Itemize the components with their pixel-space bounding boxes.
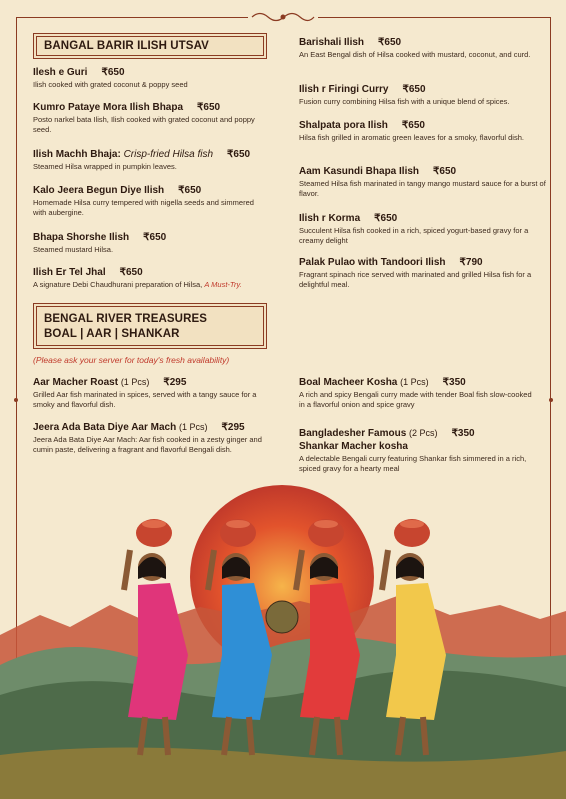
menu-item [299, 36, 549, 60]
menu-item-price: ₹650 [227, 149, 251, 160]
menu-item-title [33, 421, 278, 434]
menu-item [33, 148, 268, 172]
menu-item-description [33, 80, 268, 90]
menu-item-description-text: Ilish cooked with grated coconut & poppy seed [33, 80, 188, 89]
menu-item-title [299, 427, 539, 440]
menu-item-description-text: Grilled Aar fish marinated in spices, served with a tangy sauce for a smoky and flavorful dish. [33, 390, 257, 409]
menu-item-description [299, 133, 549, 143]
menu-item [33, 421, 278, 455]
menu-item [33, 266, 268, 290]
menu-item-description-text: A rich and spicy Bengali curry made with tender Boal fish slow-cooked in a flavorful onion and spice gravy [299, 390, 532, 409]
menu-item-price: ₹650 [178, 185, 202, 196]
menu-item-price: ₹650 [401, 120, 425, 131]
menu-item-title [299, 119, 549, 132]
menu-item-name: Palak Pulao with Tandoori Ilish [299, 257, 446, 268]
border-dot-left [14, 398, 18, 402]
menu-item-description-text: An East Bengal dish of Hilsa cooked with mustard, coconut, and curd. [299, 50, 531, 59]
menu-item-name-line2: Shankar Macher kosha [299, 441, 408, 452]
menu-item-description [33, 390, 278, 410]
section-title-line2: BOAL | AAR | SHANKAR [44, 328, 180, 340]
menu-item [299, 376, 539, 410]
menu-item-name: Boal Macheer Kosha [299, 377, 398, 388]
menu-item [299, 83, 549, 107]
menu-item-description [299, 390, 539, 410]
menu-item-title [33, 376, 278, 389]
menu-item-name: Ilish r Firingi Curry [299, 84, 389, 95]
menu-item-price: ₹790 [459, 257, 483, 268]
menu-item-title [33, 266, 268, 279]
section-header-river [33, 303, 267, 349]
menu-item-name: Ilesh e Guri [33, 67, 88, 78]
menu-item-price: ₹650 [433, 166, 457, 177]
menu-item [33, 376, 278, 410]
menu-item-description-text: Hilsa fish grilled in aromatic green leaves for a smoky, flavorful dish. [299, 133, 524, 142]
menu-item-description-text: Fusion curry combining Hilsa fish with a unique blend of spices. [299, 97, 510, 106]
menu-item-qty: (1 Pcs) [120, 377, 150, 387]
menu-item-name: Ilish Machh Bhaja: [33, 149, 121, 160]
menu-item-title [299, 165, 549, 178]
menu-item [299, 119, 549, 143]
menu-item-description [299, 97, 549, 107]
menu-item-name: Shalpata pora Ilish [299, 120, 388, 131]
menu-item-description [33, 162, 268, 172]
menu-item-title [299, 256, 549, 269]
menu-item-title [299, 36, 549, 49]
menu-item-description-text: Steamed Hilsa fish marinated in tangy mango mustard sauce for a burst of flavor. [299, 179, 546, 198]
menu-item [33, 66, 268, 90]
menu-item-description [299, 270, 549, 290]
top-ornament-icon [248, 9, 318, 25]
menu-item-description [299, 226, 549, 246]
border-dot-right [549, 398, 553, 402]
menu-item-description [33, 435, 278, 455]
menu-item-price: ₹295 [163, 377, 187, 388]
menu-item-description [33, 115, 268, 135]
menu-item-name: Aar Macher Roast [33, 377, 119, 388]
illustration-women-carrying-pots [0, 455, 566, 799]
menu-item-title [299, 83, 549, 96]
menu-item-price: ₹650 [374, 213, 398, 224]
menu-item-description-text: Jeera Ada Bata Diye Aar Mach: Aar fish cooked in a zesty ginger and cumin paste, delivering a fragrant and flavorful Bengali dish. [33, 435, 262, 454]
menu-item-qty: (1 Pcs) [400, 377, 429, 387]
menu-item-price: ₹295 [221, 422, 245, 433]
menu-item-qty: (1 Pcs) [179, 422, 208, 432]
menu-item-title [299, 212, 549, 225]
section-title: BANGAL BARIR ILISH UTSAV [44, 40, 209, 52]
menu-item-description [299, 50, 549, 60]
menu-item-price: ₹650 [197, 102, 221, 113]
menu-item-description-text: Steamed mustard Hilsa. [33, 245, 114, 254]
menu-item [299, 212, 549, 246]
menu-item-description-text: Succulent Hilsa fish cooked in a rich, spiced yogurt-based gravy for a creamy delight [299, 226, 529, 245]
menu-item-price: ₹650 [101, 67, 125, 78]
menu-item-description [33, 198, 268, 218]
menu-item-description-text: A delectable Bengali curry featuring Shankar fish simmered in a rich, spiced gravy for a hearty meal [299, 454, 527, 473]
menu-item-description-text: Posto narkel bata Ilish, Ilish cooked with grated coconut and poppy seed. [33, 115, 255, 134]
menu-item-price: ₹350 [442, 377, 466, 388]
must-try-highlight: A Must-Try. [204, 280, 242, 289]
menu-item [33, 231, 268, 255]
menu-item-name: Ilish Er Tel Jhal [33, 267, 106, 278]
section-header-ilish [33, 33, 267, 59]
menu-item-name: Kumro Pataye Mora Ilish Bhapa [33, 102, 184, 113]
menu-item [299, 256, 549, 290]
menu-item-title [33, 101, 268, 114]
menu-item-description [299, 179, 549, 199]
menu-item-name: Ilish r Korma [299, 213, 361, 224]
menu-item-title [33, 148, 268, 161]
menu-item-description [33, 245, 268, 255]
menu-item-description [33, 280, 268, 290]
menu-item-description-text: Homemade Hilsa curry tempered with nigella seeds and simmered with aubergine. [33, 198, 254, 217]
menu-item-title [33, 66, 268, 79]
pot-icon [266, 601, 298, 633]
menu-item-price: ₹650 [119, 267, 143, 278]
menu-item-name: Bhapa Shorshe Ilish [33, 232, 130, 243]
menu-item-price: ₹650 [143, 232, 167, 243]
menu-item-name: Bangladesher Famous [299, 428, 407, 439]
menu-item-description-text: Steamed Hilsa wrapped in pumpkin leaves. [33, 162, 177, 171]
menu-item-title [299, 376, 539, 389]
menu-item [299, 165, 549, 199]
menu-item-name: Aam Kasundi Bhapa Ilish [299, 166, 420, 177]
menu-item-price: ₹650 [402, 84, 426, 95]
menu-item-name: Kalo Jeera Begun Diye Ilish [33, 185, 165, 196]
menu-item-price: ₹650 [378, 37, 402, 48]
menu-item-name: Barishali Ilish [299, 37, 365, 48]
menu-item-description-text: Fragrant spinach rice served with marinated and grilled Hilsa fish for a delightful meal. [299, 270, 532, 289]
menu-item-description-text: A signature Debi Chaudhurani preparation of Hilsa, [33, 280, 203, 289]
availability-notice: (Please ask your server for today's fresh availability) [33, 355, 230, 365]
menu-item-subtitle: Crisp-fried Hilsa fish [123, 149, 214, 160]
menu-item-qty: (2 Pcs) [409, 428, 438, 438]
menu-item [33, 184, 268, 218]
menu-item-name: Jeera Ada Bata Diye Aar Mach [33, 422, 177, 433]
section-title-line1: BENGAL RIVER TREASURES [44, 313, 208, 325]
menu-item-title [33, 184, 268, 197]
menu-item-price: ₹350 [451, 428, 475, 439]
menu-item [33, 101, 268, 135]
menu-item-title [33, 231, 268, 244]
